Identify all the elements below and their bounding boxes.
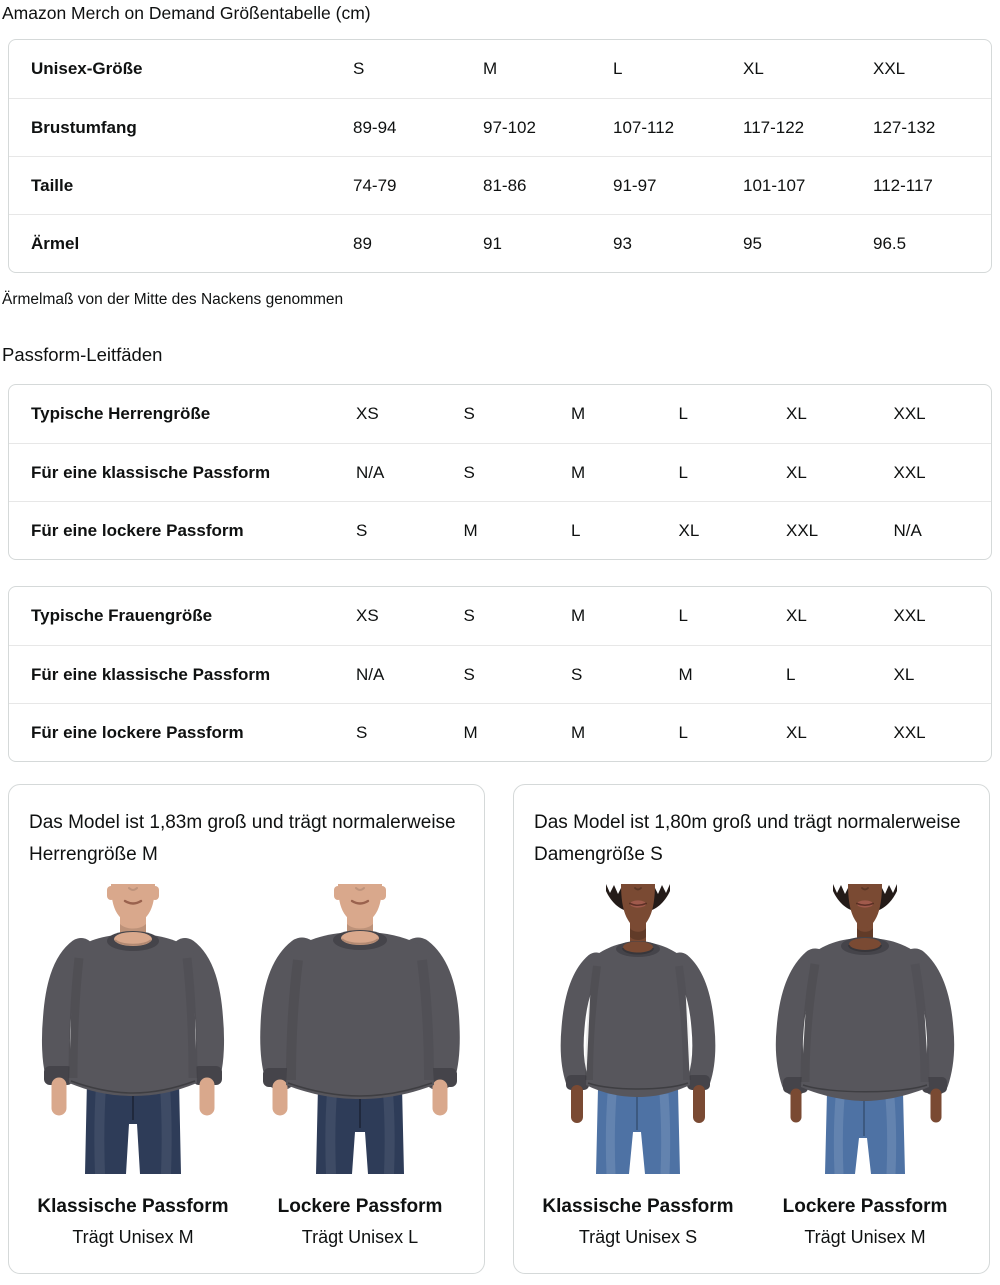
value-cell: 112-117 (873, 175, 933, 195)
size-cell: S (353, 59, 365, 78)
value-cell: L (786, 664, 796, 684)
table-row (9, 501, 991, 559)
value-cell: L (678, 462, 688, 482)
jeans (316, 1086, 404, 1174)
value-cell: M (571, 404, 586, 423)
value-cell: 89-94 (353, 117, 397, 137)
row-label: Typische Frauengröße (31, 606, 213, 625)
value-cell: XXL (786, 520, 819, 540)
value-cell: XXL (893, 462, 926, 482)
value-cell: XL (893, 664, 915, 684)
fit-label: Lockere Passform (277, 1196, 443, 1217)
value-cell: N/A (356, 664, 385, 684)
fit-label: Klassische Passform (37, 1196, 229, 1217)
model-description: Das Model ist 1,80m groß und trägt normalerweise Damengröße S (534, 812, 961, 865)
value-cell: XL (678, 520, 700, 540)
value-cell: M (678, 664, 693, 684)
female-model-card (513, 784, 990, 1274)
male-model-loose-fit-photo (254, 884, 466, 1174)
page-title: Amazon Merch on Demand Größentabelle (cm) (2, 3, 371, 23)
wears-label: Trägt Unisex L (301, 1227, 419, 1247)
figure-female-classic (532, 884, 744, 1249)
fit-label: Klassische Passform (542, 1196, 734, 1217)
value-cell: M (571, 606, 586, 625)
value-cell: S (463, 462, 475, 482)
wears-label: Trägt Unisex M (804, 1227, 926, 1247)
value-cell: XXL (893, 404, 926, 423)
sweatshirt-body (286, 930, 434, 1099)
value-cell: S (463, 664, 475, 684)
row-label: Taille (31, 175, 74, 195)
value-cell: XXL (893, 606, 926, 625)
value-cell: 117-122 (743, 117, 805, 137)
table-row (9, 156, 991, 214)
figure-female-loose (759, 884, 971, 1249)
value-cell: 91-97 (613, 175, 657, 195)
wears-label: Trägt Unisex M (72, 1227, 194, 1247)
table-row (9, 703, 991, 761)
value-cell: M (463, 722, 478, 742)
value-cell: 74-79 (353, 175, 397, 195)
value-cell: L (678, 404, 688, 423)
wears-label: Trägt Unisex S (578, 1227, 698, 1247)
womens-fit-table (8, 586, 992, 762)
value-cell: XS (356, 606, 379, 625)
jeans (596, 1088, 680, 1174)
row-label: Für eine klassische Passform (31, 462, 271, 482)
fit-guides-heading: Passform-Leitfäden (2, 344, 163, 365)
value-cell: XL (786, 606, 807, 625)
table-row (9, 645, 991, 703)
value-cell: N/A (356, 462, 385, 482)
value-cell: 89 (353, 233, 372, 253)
figures-row (532, 884, 971, 1249)
value-cell: 101-107 (743, 175, 806, 195)
table-row (9, 443, 991, 501)
male-model-card (8, 784, 485, 1274)
figure-male-loose (254, 884, 466, 1249)
male-model-classic-fit-photo (27, 884, 239, 1174)
value-cell: XS (356, 404, 379, 423)
value-cell: S (463, 606, 475, 625)
value-cell: S (463, 404, 475, 423)
value-cell: 96.5 (873, 233, 907, 253)
value-cell: M (571, 462, 586, 482)
value-cell: S (571, 664, 583, 684)
jeans (825, 1092, 905, 1174)
table-row (9, 40, 991, 98)
value-cell: 97-102 (483, 117, 536, 137)
size-cell: XL (743, 59, 764, 78)
value-cell: XL (786, 404, 807, 423)
value-cell: L (678, 606, 688, 625)
sweatshirt-body (69, 931, 197, 1096)
table-row (9, 385, 991, 443)
table-row (9, 98, 991, 156)
row-label: Unisex-Größe (31, 59, 143, 78)
table-row (9, 214, 991, 272)
value-cell: L (571, 520, 581, 540)
row-label: Typische Herrengröße (31, 404, 211, 423)
value-cell: N/A (893, 520, 922, 540)
sweatshirt-body (586, 941, 690, 1097)
row-label: Für eine klassische Passform (31, 664, 271, 684)
size-cell: L (613, 59, 623, 78)
value-cell: 127-132 (873, 117, 936, 137)
value-cell: L (678, 722, 688, 742)
table-row (9, 587, 991, 645)
female-model-classic-fit-photo (532, 884, 744, 1174)
value-cell: XXL (893, 722, 926, 742)
row-label: Für eine lockere Passform (31, 722, 244, 742)
row-label: Für eine lockere Passform (31, 520, 244, 540)
model-cards (8, 784, 992, 1274)
figure-male-classic (27, 884, 239, 1249)
value-cell: 91 (483, 233, 502, 253)
value-cell: XL (786, 462, 807, 482)
fit-label: Lockere Passform (782, 1196, 948, 1217)
row-label: Brustumfang (31, 117, 137, 137)
size-cell: M (483, 59, 498, 78)
figures-row (27, 884, 466, 1249)
row-label: Ärmel (31, 233, 80, 253)
value-cell: S (356, 722, 368, 742)
value-cell: M (571, 722, 586, 742)
value-cell: 93 (613, 233, 632, 253)
mens-fit-table (8, 384, 992, 560)
sleeve-measure-note: Ärmelmaß von der Mitte des Nackens genommen (2, 291, 344, 308)
model-description: Das Model ist 1,83m groß und trägt normalerweise Herrengröße M (29, 812, 456, 865)
unisex-size-table (8, 39, 992, 273)
value-cell: 81-86 (483, 175, 527, 195)
value-cell: 95 (743, 233, 762, 253)
value-cell: S (356, 520, 368, 540)
female-model-loose-fit-photo (759, 884, 971, 1174)
size-cell: XXL (873, 59, 906, 78)
value-cell: 107-112 (613, 117, 675, 137)
value-cell: M (463, 520, 478, 540)
value-cell: XL (786, 722, 807, 742)
sweatshirt-body (801, 937, 929, 1101)
